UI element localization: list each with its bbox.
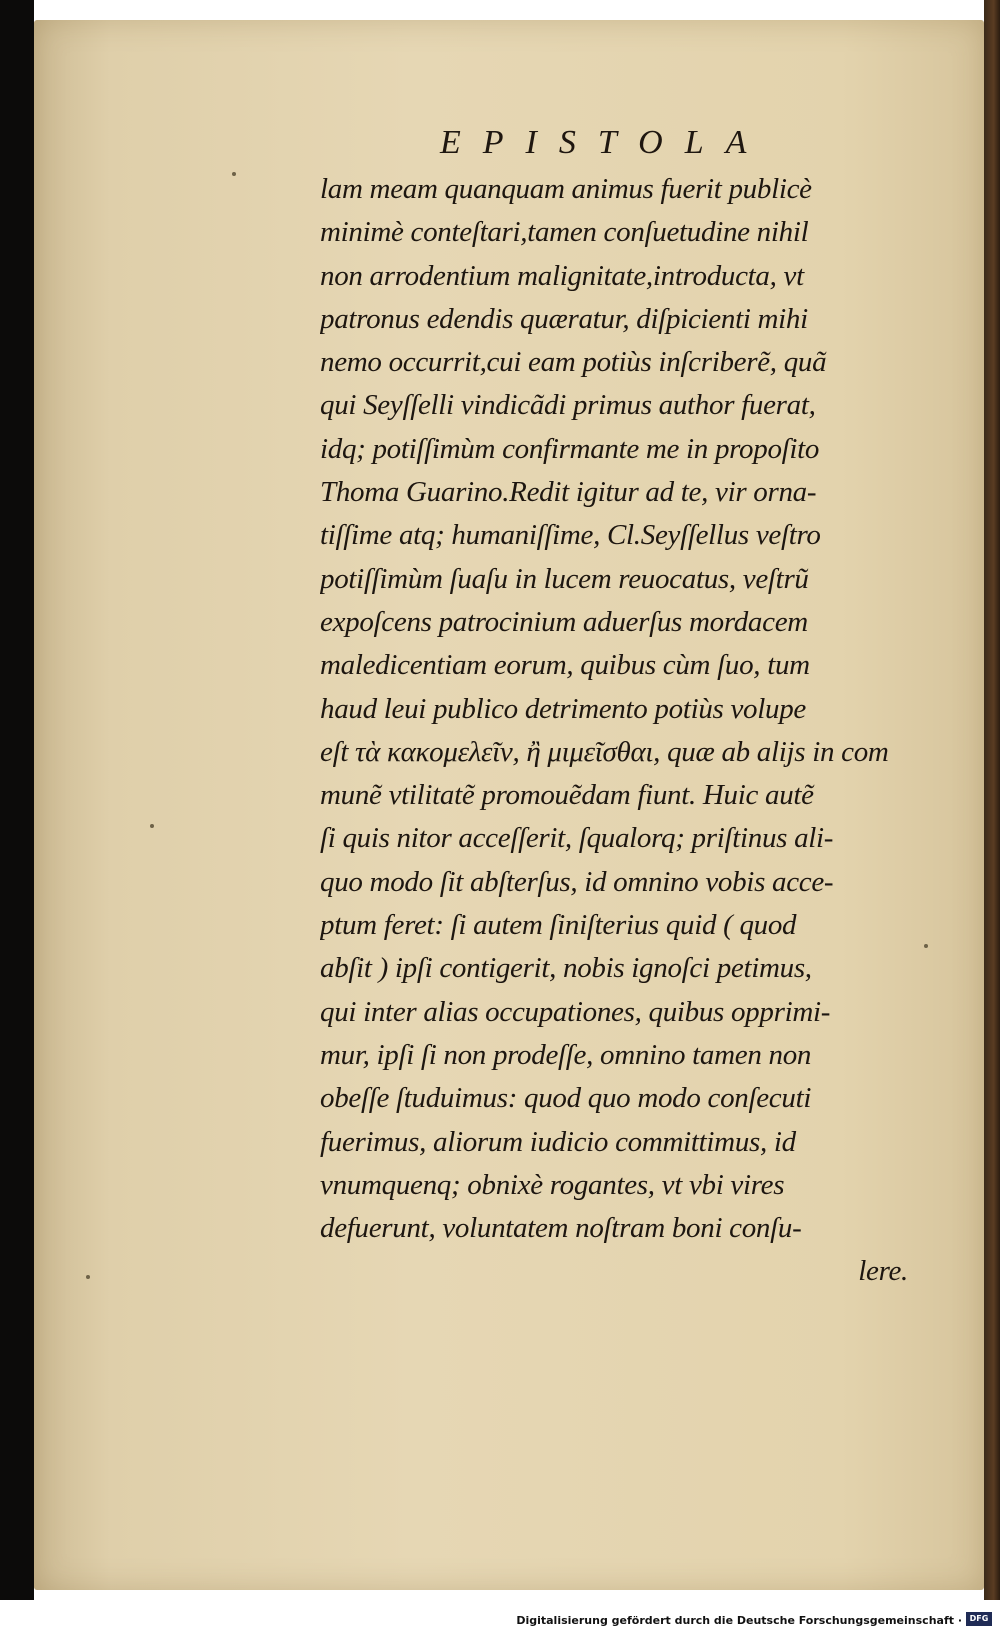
scan-right-edge xyxy=(984,0,1000,1600)
text-line: Thoma Guarino.Redit igitur ad te, vir orna- xyxy=(320,476,817,509)
paper-speck xyxy=(232,172,236,176)
text-line: quo modo ſit abſterſus, id omnino vobis acce- xyxy=(320,865,834,898)
text-line: ſi quis nitor acceſſerit, ſqualorq; priſtinus ali- xyxy=(320,822,834,855)
paper-speck xyxy=(924,944,928,948)
text-line: patronus edendis quæratur, diſpicienti mihi xyxy=(320,302,808,335)
text-line: nemo occurrit,cui eam potiùs inſcriberẽ, quã xyxy=(320,346,827,379)
text-line: vnumquenq; obnixè rogantes, vt vbi vires xyxy=(320,1168,785,1201)
text-line: minimè conteſtari,tamen conſuetudine nihil xyxy=(320,216,809,249)
text-line: lere. xyxy=(858,1255,908,1288)
text-line: qui Seyſſelli vindicãdi primus author fuerat, xyxy=(320,389,816,422)
text-line: idq; potiſſimùm confirmante me in propoſito xyxy=(320,432,820,465)
text-line: eſt τὰ κακομελεῖν, ἢ μιμεῖσθαι, quæ ab alijs in com xyxy=(320,735,889,768)
text-line: mur, ipſi ſi non prodeſſe, omnino tamen non xyxy=(320,1038,812,1071)
body-text xyxy=(320,168,920,1294)
text-line: abſit ) ipſi contigerit, nobis ignoſci petimus, xyxy=(320,952,812,985)
text-line: non arrodentium malignitate,introducta, vt xyxy=(320,259,804,292)
scan-left-edge xyxy=(0,0,34,1600)
text-line: lam meam quanquam animus fuerit publicè xyxy=(320,173,812,205)
dfg-logo: DFG xyxy=(966,1612,992,1626)
text-line: potiſſimùm ſuaſu in lucem reuocatus, veſtrũ xyxy=(320,562,809,595)
running-head: EPISTOLA xyxy=(440,124,769,161)
text-line: expoſcens patrocinium aduerſus mordacem xyxy=(320,605,808,638)
text-line: defuerunt, voluntatem noſtram boni conſu- xyxy=(320,1212,802,1245)
text-line: munẽ vtilitatẽ promouẽdam fiunt. Huic autẽ xyxy=(320,779,814,812)
text-line: fuerimus, aliorum iudicio committimus, id xyxy=(320,1125,796,1158)
text-line: obeſſe ſtuduimus: quod quo modo conſecuti xyxy=(320,1082,812,1115)
text-line: haud leui publico detrimento potiùs volupe xyxy=(320,692,806,725)
text-line: tiſſime atq; humaniſſime, Cl.Seyſſellus veſtro xyxy=(320,519,821,552)
digitization-credit: Digitalisierung gefördert durch die Deutsche Forschungsgemeinschaft · xyxy=(516,1614,962,1627)
paper-speck xyxy=(86,1275,90,1279)
text-line: qui inter alias occupationes, quibus opprimi- xyxy=(320,995,831,1028)
paper-speck xyxy=(150,824,154,828)
text-line: maledicentiam eorum, quibus cùm ſuo, tum xyxy=(320,649,810,682)
text-line: ptum feret: ſi autem ſiniſterius quid ( quod xyxy=(320,909,797,942)
